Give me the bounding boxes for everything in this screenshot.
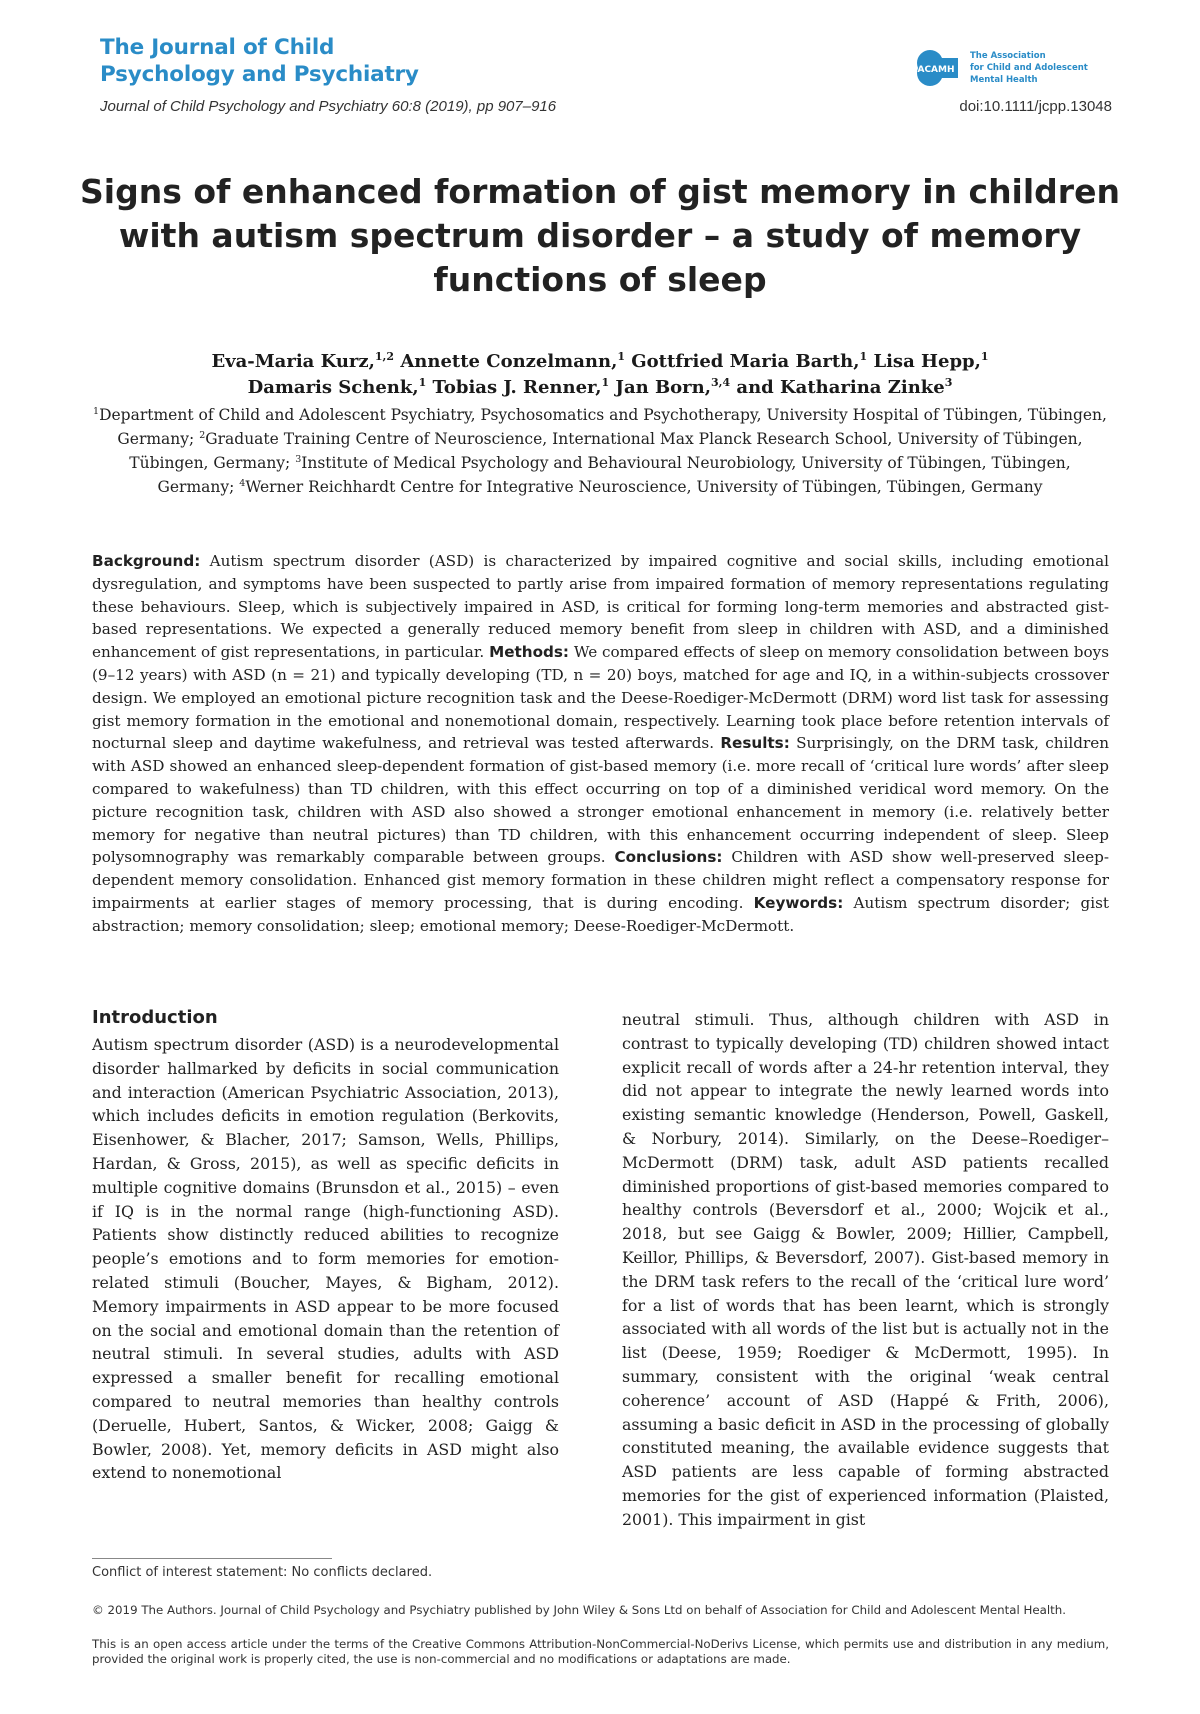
author-name[interactable]: Eva-Maria Kurz, — [211, 351, 375, 372]
abstract-background-label: Background: — [92, 552, 201, 570]
logo-text-line-3: Mental Health — [970, 75, 1038, 85]
abstract-conclusions-label: Conclusions: — [614, 848, 723, 867]
affiliation-marker: 3 — [295, 453, 302, 465]
logo-text-line-1: The Association — [970, 51, 1046, 61]
journal-name-line-2: Psychology and Psychiatry — [100, 62, 419, 87]
journal-name[interactable] — [100, 34, 520, 88]
author-affiliation-marker: 1 — [617, 350, 625, 363]
author-affiliation-marker: 1 — [859, 350, 868, 363]
footnote-divider — [92, 1558, 332, 1559]
doi-link[interactable]: doi:10.1111/jcpp.13048 — [959, 98, 1112, 115]
author-name[interactable]: Jan Born, — [609, 377, 712, 398]
affiliations — [92, 403, 1108, 499]
affiliation-marker: 1 — [93, 405, 100, 417]
author-name[interactable]: Damaris Schenk, — [247, 377, 419, 398]
author-name[interactable]: and Katharina Zinke — [730, 377, 945, 398]
abstract-methods-label: Methods: — [489, 643, 569, 662]
author-name[interactable]: Tobias J. Renner, — [426, 377, 602, 398]
acamh-logo — [912, 50, 1112, 90]
logo-badge-text: ACAMH — [917, 65, 955, 75]
abstract-methods: We compared effects of sleep on memory consolidation between boys (9–12 years) with ASD (n = 21) and typically developing (TD, n = 20) boys, matched for age and IQ, in a within-subjects crossover design. We employed an emotional picture recognition task and the Deese-Roediger-McDermott (DRM) word list task for assessing gist memory formation in the emotional and nonemotional domain, respectively. Learning took place before retention intervals of nocturnal sleep and daytime wakefulness, and retrieval was tested afterwards. — [92, 643, 1110, 753]
author-affiliation-marker: 1,2 — [374, 350, 395, 363]
logo-text-line-2: for Child and Adolescent — [970, 63, 1088, 73]
introduction-right-column: neutral stimuli. Thus, although children with ASD in contrast to typically developing (TD) children showed intact explicit recall of words after a 24-hr retention interval, they did not appear to integrate the newly learned words into existing semantic knowledge (Henderson, Powell, Gaskell, & Norbury, 2014). Similarly, on the Deese–Roediger–McDermott (DRM) task, adult ASD patients recalled diminished proportions of gist-based memories compared to healthy controls (Beversdorf et al., 2000; Wojcik et al., 2018, but see Gaigg & Bowler, 2009; Hillier, Campbell, Keillor, Phillips, & Beversdorf, 2007). Gist-based memory in the DRM task refers to the recall of the ‘critical lure word’ for a list of words that has been learnt, which is strongly associated with all words of the list but is actually not in the list (Deese, 1959; Roediger & McDermott, 1995). In summary, consistent with the original ‘weak central coherence’ account of ASD (Happé & Frith, 2006), assuming a basic deficit in ASD in the processing of globally constituted meaning, the available evidence suggests that ASD patients are less capable of forming abstracted memories for the gist of experienced information (Plaisted, 2001). This impairment in gist — [622, 1010, 1109, 1529]
abstract-conclusions: Children with ASD show well-preserved sleep-dependent memory consolidation. Enhanced gist memory formation in these children might reflect a compensatory response for impairments at earlier stages of memory processing, that is during encoding. — [92, 848, 1109, 912]
section-heading-introduction: Introduction — [92, 1007, 218, 1028]
affiliation-text: Institute of Medical Psychology and Behavioural Neurobiology, University of Tübingen, Tübingen, Germany; — [157, 454, 1071, 496]
copyright-notice: © 2019 The Authors. Journal of Child Psychology and Psychiatry published by John Wiley & Sons Ltd on behalf of Association for Child and Adolescent Mental Health. — [92, 1603, 1066, 1617]
abstract-background: Autism spectrum disorder (ASD) is characterized by impaired cognitive and social skills, including emotional dysregulation, and symptoms have been suspected to partly arise from impaired formation of memory representations regulating these behaviours. Sleep, which is subjectively impaired in ASD, is critical for forming long-term memories and abstracted gist-based representations. We expected a generally reduced memory benefit from sleep in children with ASD, and a diminished enhancement of gist representations, in particular. — [92, 552, 1109, 662]
author-affiliation-marker: 1 — [418, 376, 427, 389]
acamh-badge-icon — [912, 50, 962, 86]
affiliation-marker: 4 — [239, 477, 246, 489]
affiliation-text: Werner Reichhardt Centre for Integrative Neuroscience, University of Tübingen, Tübingen, Germany — [245, 478, 1043, 496]
conflict-of-interest-note: Conflict of interest statement: No conflicts declared. — [92, 1565, 433, 1580]
abstract — [92, 550, 1109, 938]
abstract-keywords: Autism spectrum disorder; gist abstraction; memory consolidation; sleep; emotional memory; Deese-Roediger-McDermott. — [92, 893, 1109, 935]
author-affiliation-marker: 3 — [944, 376, 953, 389]
author-name[interactable]: Annette Conzelmann, — [394, 351, 618, 372]
abstract-keywords-label: Keywords: — [753, 893, 844, 912]
journal-citation: Journal of Child Psychology and Psychiatry 60:8 (2019), pp 907–916 — [100, 98, 557, 115]
author-affiliation-marker: 1 — [601, 376, 610, 389]
abstract-results: Surprisingly, on the DRM task, children with ASD showed an enhanced sleep-dependent formation of gist-based memory (i.e. more recall of ‘critical lure words’ after sleep compared to wakefulness) than TD children, with this effect occurring on top of a diminished veridical word memory. On the picture recognition task, children with ASD also showed a stronger emotional enhancement in memory (i.e. relatively better memory for negative than neutral pictures) than TD children, with this enhancement occurring independent of sleep. Sleep polysomnography was remarkably comparable between groups. — [92, 734, 1109, 867]
license-notice: This is an open access article under the terms of the Creative Commons Attribution-NonCommercial-NoDerivs License, which permits use and distribution in any medium, provided the original work is properly cited, the use is non-commercial and no modifications or adaptations are made. — [92, 1637, 1109, 1666]
affiliation-text: Department of Child and Adolescent Psychiatry, Psychosomatics and Psychotherapy, University Hospital of Tübingen, Tübingen, Germany; — [99, 406, 1107, 448]
affiliation-marker: 2 — [199, 429, 206, 441]
logo-text — [970, 50, 1110, 86]
abstract-results-label: Results: — [720, 734, 790, 753]
affiliation-text: Graduate Training Centre of Neuroscience, International Max Planck Research School, University of Tübingen, Tübingen, Germany; — [129, 430, 1083, 472]
author-list — [100, 349, 1100, 401]
author-affiliation-marker: 1 — [980, 350, 989, 363]
article-title: Signs of enhanced formation of gist memory in children with autism spectrum disorder – a study of memory functions of sleep — [80, 172, 1120, 299]
author-name[interactable]: Lisa Hepp, — [867, 351, 981, 372]
author-affiliation-marker: 3,4 — [711, 376, 731, 389]
journal-name-line-1: The Journal of Child — [100, 35, 335, 60]
author-name[interactable]: Gottfried Maria Barth, — [625, 351, 860, 372]
introduction-left-column: Autism spectrum disorder (ASD) is a neurodevelopmental disorder hallmarked by deficits in social communication and interaction (American Psychiatric Association, 2013), which includes deficits in emotion regulation (Berkovits, Eisenhower, & Blacher, 2017; Samson, Wells, Phillips, Hardan, & Gross, 2015), as well as specific deficits in multiple cognitive domains (Brunsdon et al., 2015) – even if IQ is in the normal range (high-functioning ASD). Patients show distinctly reduced abilities to recognize people’s emotions and to form memories for emotion-related stimuli (Boucher, Mayes, & Bigham, 2012). Memory impairments in ASD appear to be more focused on the social and emotional domain than the retention of neutral stimuli. In several studies, adults with ASD expressed a smaller benefit for recalling emotional compared to neutral memories than healthy controls (Deruelle, Hubert, Santos, & Wicker, 2008; Gaigg & Bowler, 2008). Yet, memory deficits in ASD might also extend to nonemotional — [92, 1035, 559, 1483]
